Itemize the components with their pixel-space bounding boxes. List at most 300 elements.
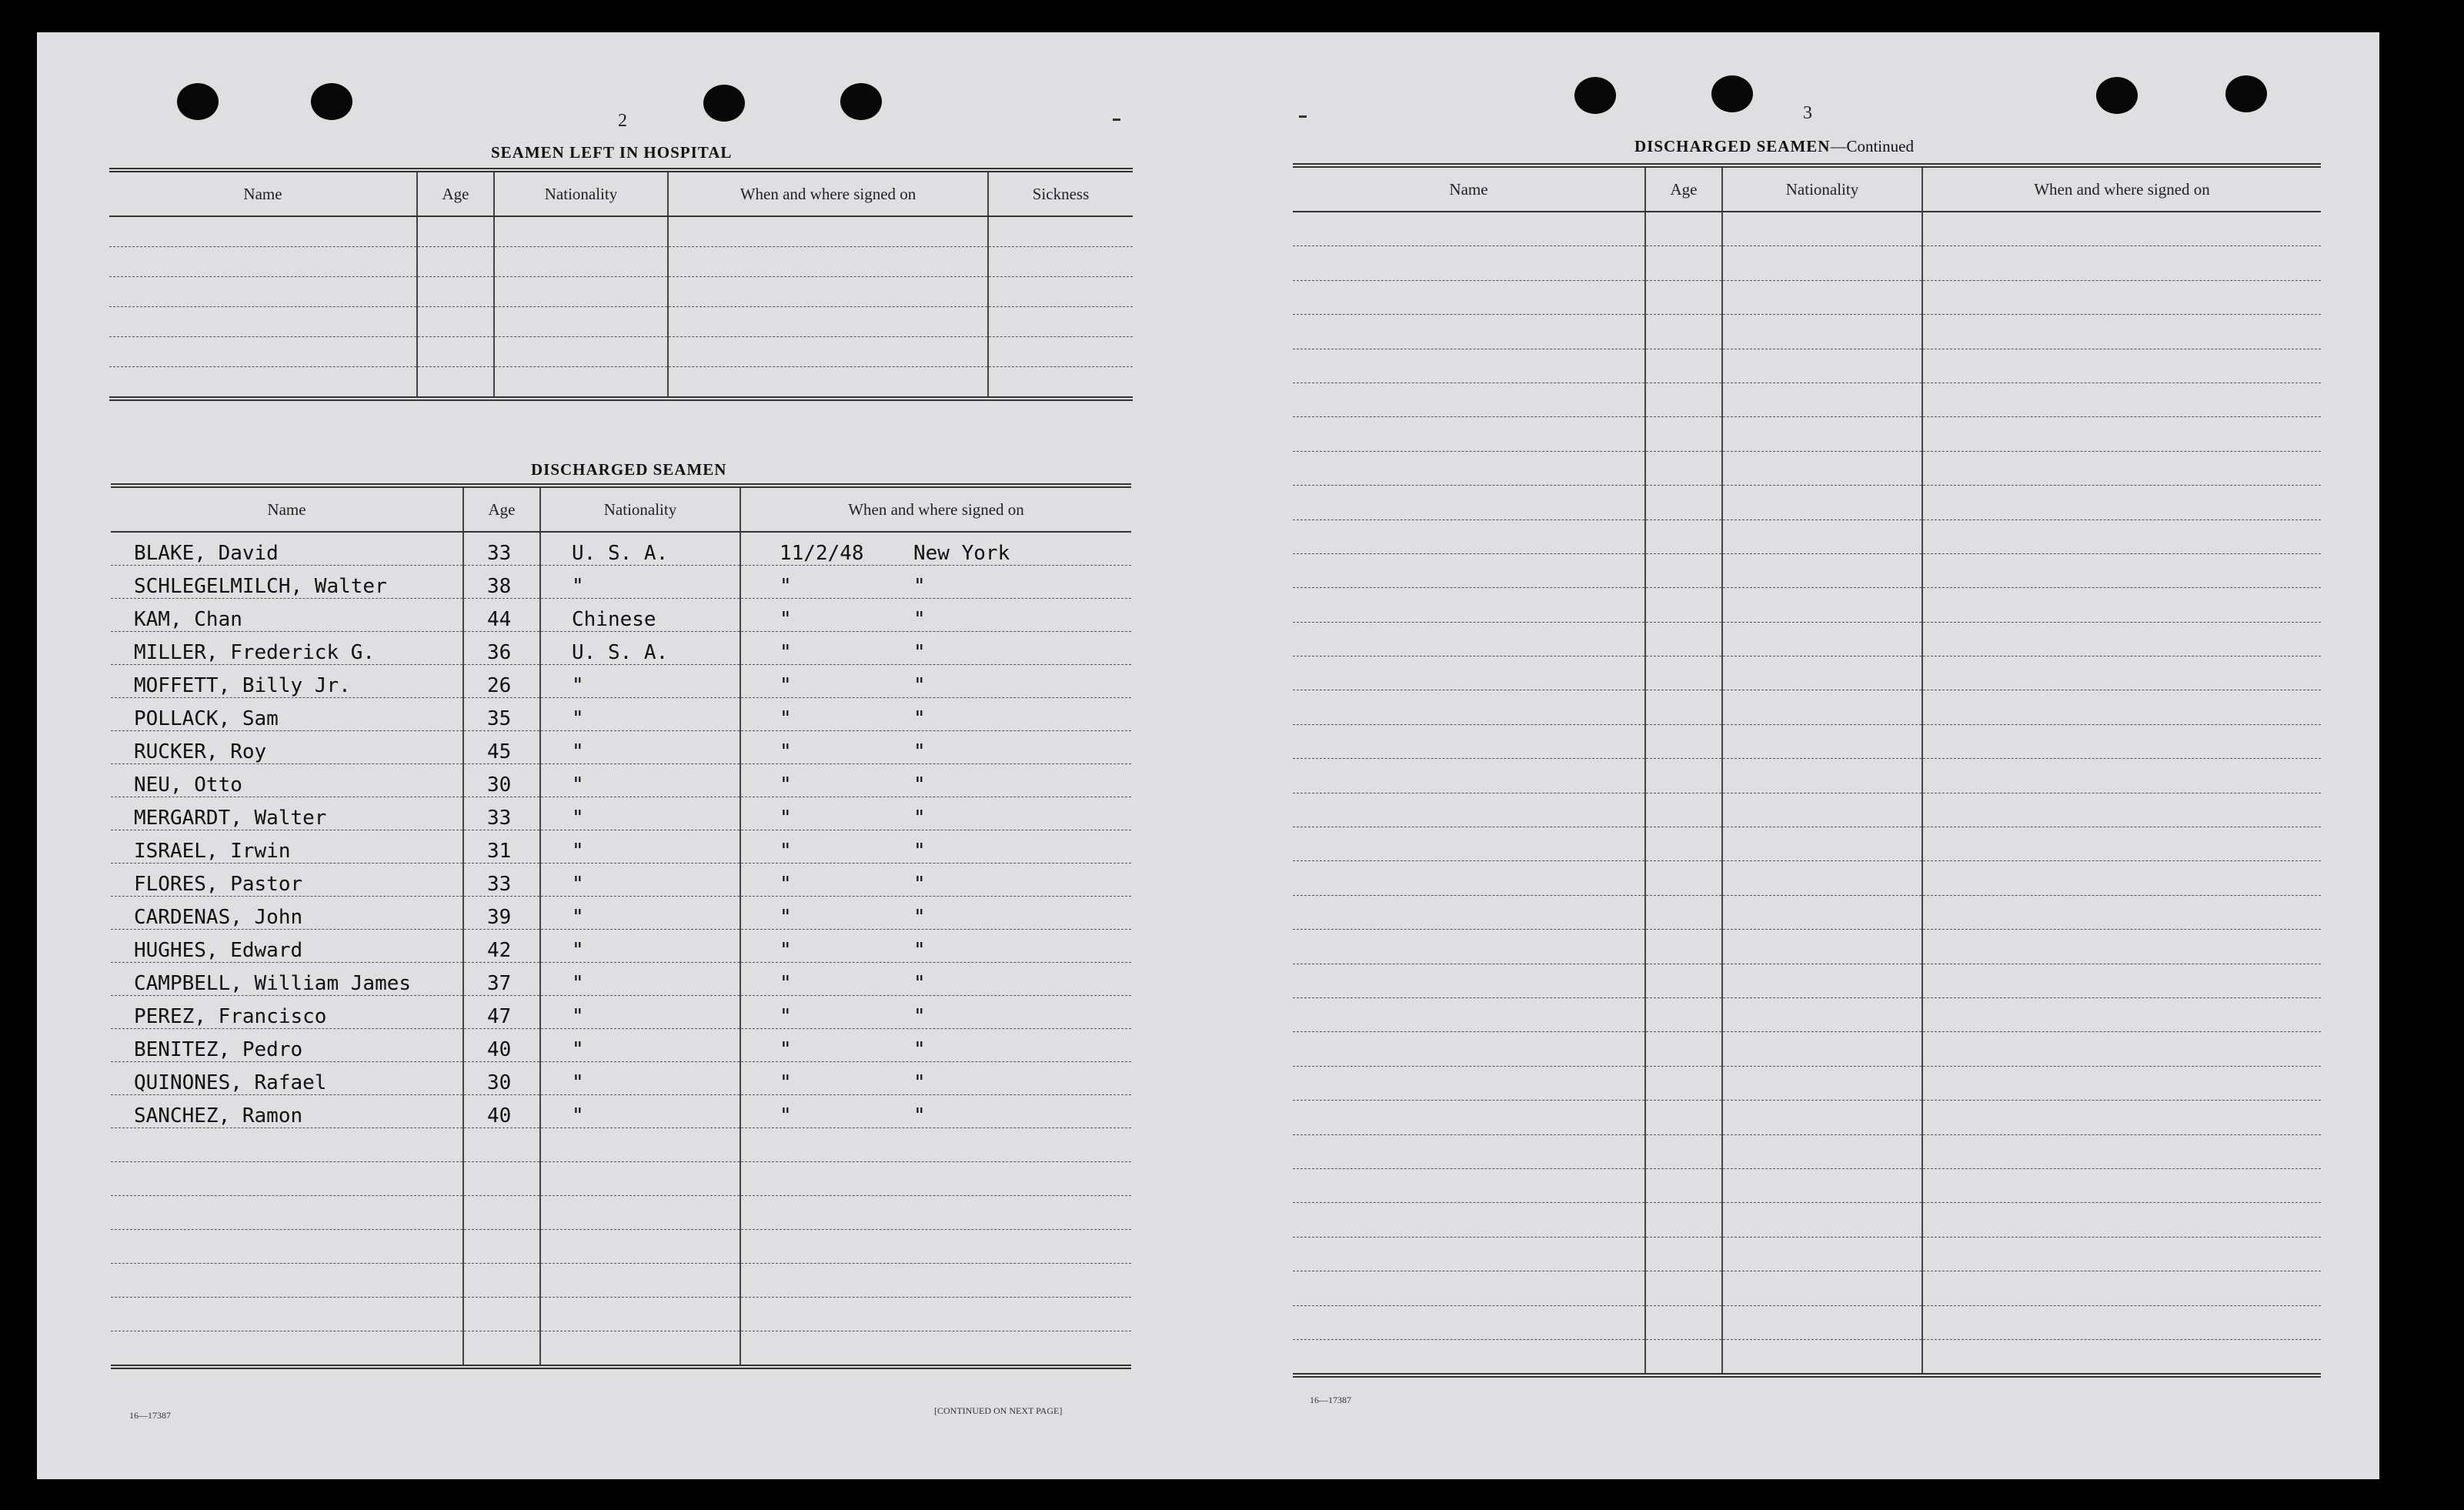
seaman-nationality: " — [540, 1029, 740, 1062]
blank-cell — [1293, 930, 1645, 964]
seaman-age: 30 — [463, 764, 540, 797]
signed-on-date: " — [780, 1071, 792, 1094]
blank-cell — [1922, 1101, 2321, 1134]
hospital-section-title: SEAMEN LEFT IN HOSPITAL — [491, 143, 733, 162]
blank-cell — [463, 1298, 540, 1331]
signed-on-place: " — [913, 707, 926, 730]
blank-cell — [1293, 486, 1645, 519]
blank-cell — [1722, 588, 1922, 622]
blank-cell — [1722, 724, 1922, 758]
seaman-name: MERGARDT, Walter — [111, 797, 463, 830]
seaman-nationality: " — [540, 698, 740, 731]
blank-cell — [1645, 861, 1722, 895]
blank-cell — [740, 1264, 1131, 1298]
blank-row — [1293, 622, 2321, 656]
blank-row — [1293, 1101, 2321, 1134]
signed-on-date: " — [780, 1104, 792, 1127]
blank-cell — [494, 277, 668, 307]
signed-on-date: " — [780, 972, 792, 995]
seaman-name: SANCHEZ, Ramon — [111, 1095, 463, 1128]
blank-cell — [111, 1162, 463, 1196]
blank-cell — [1293, 246, 1645, 280]
table-row — [111, 764, 1131, 797]
seaman-nationality: " — [540, 1095, 740, 1128]
signed-on-place: " — [913, 575, 926, 598]
blank-cell — [1645, 895, 1722, 929]
table-row — [111, 566, 1131, 599]
signed-on-cell — [740, 599, 1131, 632]
blank-cell — [1922, 383, 2321, 416]
blank-cell — [463, 1128, 540, 1162]
blank-cell — [1645, 1339, 1722, 1375]
column-header-sickness: Sickness — [988, 170, 1133, 216]
blank-cell — [1645, 827, 1722, 861]
blank-row — [1293, 349, 2321, 383]
column-header-signed-on: When and where signed on — [1922, 165, 2321, 212]
blank-cell — [111, 1196, 463, 1230]
seaman-nationality: " — [540, 830, 740, 864]
blank-cell — [1645, 1032, 1722, 1066]
blank-cell — [1722, 1032, 1922, 1066]
seaman-age: 40 — [463, 1095, 540, 1128]
blank-cell — [1293, 895, 1645, 929]
blank-cell — [1722, 349, 1922, 383]
table-row — [111, 532, 1131, 566]
table-row — [111, 864, 1131, 897]
blank-cell — [1645, 349, 1722, 383]
signed-on-date: " — [780, 641, 792, 664]
blank-cell — [740, 1128, 1131, 1162]
blank-cell — [1922, 964, 2321, 997]
blank-cell — [668, 247, 988, 277]
signed-on-place: New York — [913, 542, 1010, 565]
blank-cell — [988, 216, 1133, 247]
blank-cell — [1645, 930, 1722, 964]
blank-cell — [1922, 827, 2321, 861]
signed-on-place: " — [913, 873, 926, 896]
blank-cell — [1722, 997, 1922, 1031]
signed-on-place: " — [913, 740, 926, 763]
blank-cell — [463, 1162, 540, 1196]
blank-cell — [1293, 553, 1645, 587]
blank-row — [1293, 1066, 2321, 1100]
blank-cell — [988, 367, 1133, 399]
blank-cell — [417, 337, 494, 367]
blank-cell — [1645, 417, 1722, 451]
blank-cell — [1293, 1305, 1645, 1339]
blank-cell — [1722, 930, 1922, 964]
blank-row — [111, 1331, 1131, 1368]
signed-on-cell — [740, 731, 1131, 764]
blank-cell — [1722, 827, 1922, 861]
blank-row — [1293, 690, 2321, 724]
discharged-section-title: DISCHARGED SEAMEN — [531, 460, 727, 479]
form-number: 16—17387 — [1310, 1395, 1351, 1405]
signed-on-date: " — [780, 773, 792, 797]
seaman-age: 44 — [463, 599, 540, 632]
table-row — [111, 797, 1131, 830]
signed-on-place: " — [913, 906, 926, 929]
blank-cell — [1922, 1032, 2321, 1066]
blank-cell — [740, 1230, 1131, 1264]
table-row — [111, 1029, 1131, 1062]
blank-cell — [1293, 349, 1645, 383]
blank-cell — [1922, 622, 2321, 656]
signed-on-cell — [740, 963, 1131, 996]
blank-cell — [1293, 1237, 1645, 1271]
blank-cell — [1645, 759, 1722, 793]
blank-cell — [1645, 1101, 1722, 1134]
seaman-nationality: " — [540, 731, 740, 764]
blank-cell — [1293, 1134, 1645, 1168]
blank-cell — [1293, 1066, 1645, 1100]
blank-cell — [463, 1230, 540, 1264]
signed-on-place: " — [913, 840, 926, 863]
signed-on-cell — [740, 1029, 1131, 1062]
blank-cell — [540, 1128, 740, 1162]
blank-cell — [1922, 1168, 2321, 1202]
blank-row — [1293, 1305, 2321, 1339]
blank-row — [109, 307, 1133, 337]
table-row — [111, 996, 1131, 1029]
blank-cell — [1922, 519, 2321, 553]
column-header-nationality: Nationality — [1722, 165, 1922, 212]
seaman-age: 26 — [463, 665, 540, 698]
column-header-nationality: Nationality — [494, 170, 668, 216]
seaman-name: QUINONES, Rafael — [111, 1062, 463, 1095]
blank-cell — [417, 216, 494, 247]
hospital-table — [109, 168, 1133, 401]
blank-cell — [111, 1298, 463, 1331]
blank-cell — [1722, 622, 1922, 656]
seaman-name: PEREZ, Francisco — [111, 996, 463, 1029]
blank-cell — [1293, 622, 1645, 656]
signed-on-cell — [740, 864, 1131, 897]
seaman-nationality: " — [540, 963, 740, 996]
signed-on-place: " — [913, 1038, 926, 1061]
blank-cell — [1293, 1271, 1645, 1305]
table-row — [111, 698, 1131, 731]
blank-cell — [1293, 417, 1645, 451]
blank-cell — [1922, 793, 2321, 827]
blank-cell — [1293, 1203, 1645, 1237]
blank-cell — [417, 277, 494, 307]
signed-on-cell — [740, 764, 1131, 797]
seaman-nationality: U. S. A. — [540, 632, 740, 665]
blank-cell — [1645, 656, 1722, 690]
signed-on-cell — [740, 632, 1131, 665]
seaman-nationality: " — [540, 897, 740, 930]
blank-cell — [740, 1331, 1131, 1368]
blank-row — [1293, 997, 2321, 1031]
blank-cell — [1722, 1168, 1922, 1202]
blank-cell — [1645, 1203, 1722, 1237]
signed-on-cell — [740, 897, 1131, 930]
blank-cell — [1722, 1305, 1922, 1339]
signed-on-date: " — [780, 608, 792, 631]
blank-cell — [668, 337, 988, 367]
blank-row — [1293, 724, 2321, 758]
blank-row — [1293, 417, 2321, 451]
blank-cell — [1293, 451, 1645, 485]
seaman-age: 33 — [463, 797, 540, 830]
signed-on-date: " — [780, 840, 792, 863]
table-row — [111, 599, 1131, 632]
blank-cell — [1645, 451, 1722, 485]
blank-cell — [1922, 1237, 2321, 1271]
blank-cell — [540, 1264, 740, 1298]
signed-on-date: " — [780, 873, 792, 896]
blank-cell — [1722, 1203, 1922, 1237]
blank-cell — [1922, 930, 2321, 964]
seaman-name: FLORES, Pastor — [111, 864, 463, 897]
blank-cell — [1293, 588, 1645, 622]
blank-cell — [540, 1298, 740, 1331]
blank-cell — [1722, 895, 1922, 929]
blank-row — [1293, 1339, 2321, 1375]
seaman-name: BLAKE, David — [111, 532, 463, 566]
signed-on-date: 11/2/48 — [780, 542, 864, 565]
seaman-age: 36 — [463, 632, 540, 665]
blank-row — [109, 216, 1133, 247]
blank-cell — [1922, 1066, 2321, 1100]
discharged-continued-table — [1293, 163, 2321, 1378]
blank-cell — [1293, 519, 1645, 553]
blank-cell — [1293, 1101, 1645, 1134]
seaman-name: ISRAEL, Irwin — [111, 830, 463, 864]
blank-cell — [1645, 622, 1722, 656]
blank-cell — [1722, 486, 1922, 519]
blank-row — [111, 1264, 1131, 1298]
blank-cell — [1722, 1101, 1922, 1134]
blank-row — [1293, 930, 2321, 964]
seaman-name: MILLER, Frederick G. — [111, 632, 463, 665]
seaman-age: 45 — [463, 731, 540, 764]
signed-on-place: " — [913, 972, 926, 995]
blank-row — [109, 337, 1133, 367]
blank-cell — [1645, 383, 1722, 416]
blank-cell — [1645, 588, 1722, 622]
blank-cell — [109, 367, 417, 399]
page-number: 3 — [1803, 103, 1812, 123]
blank-cell — [1293, 997, 1645, 1031]
blank-cell — [1922, 1305, 2321, 1339]
blank-cell — [668, 367, 988, 399]
blank-cell — [668, 307, 988, 337]
blank-row — [111, 1298, 1131, 1331]
blank-cell — [1722, 861, 1922, 895]
blank-row — [1293, 246, 2321, 280]
blank-cell — [1922, 280, 2321, 314]
blank-row — [111, 1128, 1131, 1162]
seaman-name: SCHLEGELMILCH, Walter — [111, 566, 463, 599]
blank-cell — [111, 1331, 463, 1368]
signed-on-cell — [740, 566, 1131, 599]
seaman-age: 39 — [463, 897, 540, 930]
table-row — [111, 963, 1131, 996]
blank-cell — [417, 367, 494, 399]
seaman-age: 30 — [463, 1062, 540, 1095]
blank-row — [1293, 383, 2321, 416]
seaman-nationality: " — [540, 1062, 740, 1095]
blank-cell — [1722, 964, 1922, 997]
blank-cell — [1645, 212, 1722, 246]
blank-cell — [1645, 964, 1722, 997]
column-header-signed-on: When and where signed on — [668, 170, 988, 216]
table-row — [111, 632, 1131, 665]
blank-cell — [1645, 997, 1722, 1031]
signed-on-date: " — [780, 740, 792, 763]
blank-cell — [1922, 451, 2321, 485]
hospital-table-body — [109, 216, 1133, 399]
column-header-name: Name — [109, 170, 417, 216]
signed-on-cell — [740, 996, 1131, 1029]
column-header-age: Age — [1645, 165, 1722, 212]
blank-cell — [1722, 417, 1922, 451]
blank-cell — [417, 307, 494, 337]
signed-on-cell — [740, 797, 1131, 830]
seaman-age: 40 — [463, 1029, 540, 1062]
blank-cell — [1293, 1339, 1645, 1375]
blank-cell — [1293, 793, 1645, 827]
blank-row — [1293, 486, 2321, 519]
blank-cell — [1645, 553, 1722, 587]
seaman-name: CAMPBELL, William James — [111, 963, 463, 996]
seaman-age: 42 — [463, 930, 540, 963]
blank-cell — [1645, 793, 1722, 827]
blank-cell — [1293, 690, 1645, 724]
blank-cell — [668, 277, 988, 307]
blank-cell — [1722, 1339, 1922, 1375]
blank-cell — [109, 247, 417, 277]
signed-on-place: " — [913, 1005, 926, 1028]
table-row — [111, 897, 1131, 930]
blank-cell — [740, 1162, 1131, 1196]
left-page — [37, 32, 1191, 1479]
blank-row — [1293, 280, 2321, 314]
blank-cell — [1293, 656, 1645, 690]
blank-cell — [1293, 724, 1645, 758]
signed-on-place: " — [913, 674, 926, 697]
blank-cell — [1722, 246, 1922, 280]
blank-cell — [540, 1196, 740, 1230]
blank-cell — [1722, 383, 1922, 416]
seaman-age: 31 — [463, 830, 540, 864]
seaman-name: POLLACK, Sam — [111, 698, 463, 731]
blank-cell — [1722, 519, 1922, 553]
blank-cell — [1922, 656, 2321, 690]
blank-cell — [1922, 895, 2321, 929]
table-row — [111, 1095, 1131, 1128]
blank-row — [109, 277, 1133, 307]
blank-cell — [1645, 1066, 1722, 1100]
blank-cell — [109, 337, 417, 367]
blank-cell — [1722, 315, 1922, 349]
seaman-nationality: " — [540, 665, 740, 698]
blank-cell — [1922, 861, 2321, 895]
blank-cell — [988, 337, 1133, 367]
blank-cell — [1722, 451, 1922, 485]
blank-cell — [1645, 724, 1722, 758]
blank-row — [111, 1230, 1131, 1264]
blank-cell — [1645, 315, 1722, 349]
blank-cell — [1922, 349, 2321, 383]
blank-row — [1293, 553, 2321, 587]
blank-cell — [1722, 1271, 1922, 1305]
seaman-name: RUCKER, Roy — [111, 731, 463, 764]
table-row — [111, 930, 1131, 963]
continued-note: [CONTINUED ON NEXT PAGE] — [934, 1405, 1063, 1416]
blank-cell — [1922, 212, 2321, 246]
blank-cell — [1293, 759, 1645, 793]
blank-cell — [111, 1230, 463, 1264]
column-header-nationality: Nationality — [540, 486, 740, 532]
blank-row — [1293, 1134, 2321, 1168]
signed-on-place: " — [913, 641, 926, 664]
continued-table-body — [1293, 212, 2321, 1375]
blank-row — [1293, 588, 2321, 622]
discharged-table-body — [111, 532, 1131, 1367]
seaman-age: 47 — [463, 996, 540, 1029]
signed-on-date: " — [780, 807, 792, 830]
blank-row — [1293, 1168, 2321, 1202]
blank-cell — [1293, 212, 1645, 246]
blank-row — [1293, 759, 2321, 793]
blank-cell — [417, 247, 494, 277]
blank-cell — [1293, 1032, 1645, 1066]
blank-row — [1293, 964, 2321, 997]
seaman-age: 37 — [463, 963, 540, 996]
blank-cell — [1922, 588, 2321, 622]
table-row — [111, 665, 1131, 698]
blank-cell — [1922, 315, 2321, 349]
blank-cell — [1645, 1134, 1722, 1168]
signed-on-date: " — [780, 939, 792, 962]
blank-cell — [1645, 690, 1722, 724]
seaman-age: 35 — [463, 698, 540, 731]
blank-cell — [1922, 1271, 2321, 1305]
blank-cell — [1293, 1168, 1645, 1202]
seaman-nationality: U. S. A. — [540, 532, 740, 566]
blank-cell — [988, 247, 1133, 277]
seaman-name: MOFFETT, Billy Jr. — [111, 665, 463, 698]
signed-on-cell — [740, 665, 1131, 698]
blank-cell — [1722, 759, 1922, 793]
blank-cell — [1922, 417, 2321, 451]
scanned-sheet — [37, 32, 2379, 1479]
discharged-continued-title — [1634, 137, 1914, 156]
blank-cell — [109, 307, 417, 337]
table-row — [111, 1062, 1131, 1095]
blank-cell — [463, 1331, 540, 1368]
blank-cell — [109, 277, 417, 307]
blank-cell — [1922, 690, 2321, 724]
blank-row — [109, 247, 1133, 277]
blank-cell — [1722, 1134, 1922, 1168]
signed-on-date: " — [780, 1005, 792, 1028]
blank-cell — [740, 1298, 1131, 1331]
blank-cell — [1645, 519, 1722, 553]
seaman-name: BENITEZ, Pedro — [111, 1029, 463, 1062]
discharged-table — [111, 483, 1131, 1369]
seaman-name: CARDENAS, John — [111, 897, 463, 930]
blank-cell — [1293, 315, 1645, 349]
blank-cell — [1722, 212, 1922, 246]
blank-row — [1293, 895, 2321, 929]
seaman-age: 33 — [463, 864, 540, 897]
blank-cell — [988, 307, 1133, 337]
signed-on-place: " — [913, 773, 926, 797]
